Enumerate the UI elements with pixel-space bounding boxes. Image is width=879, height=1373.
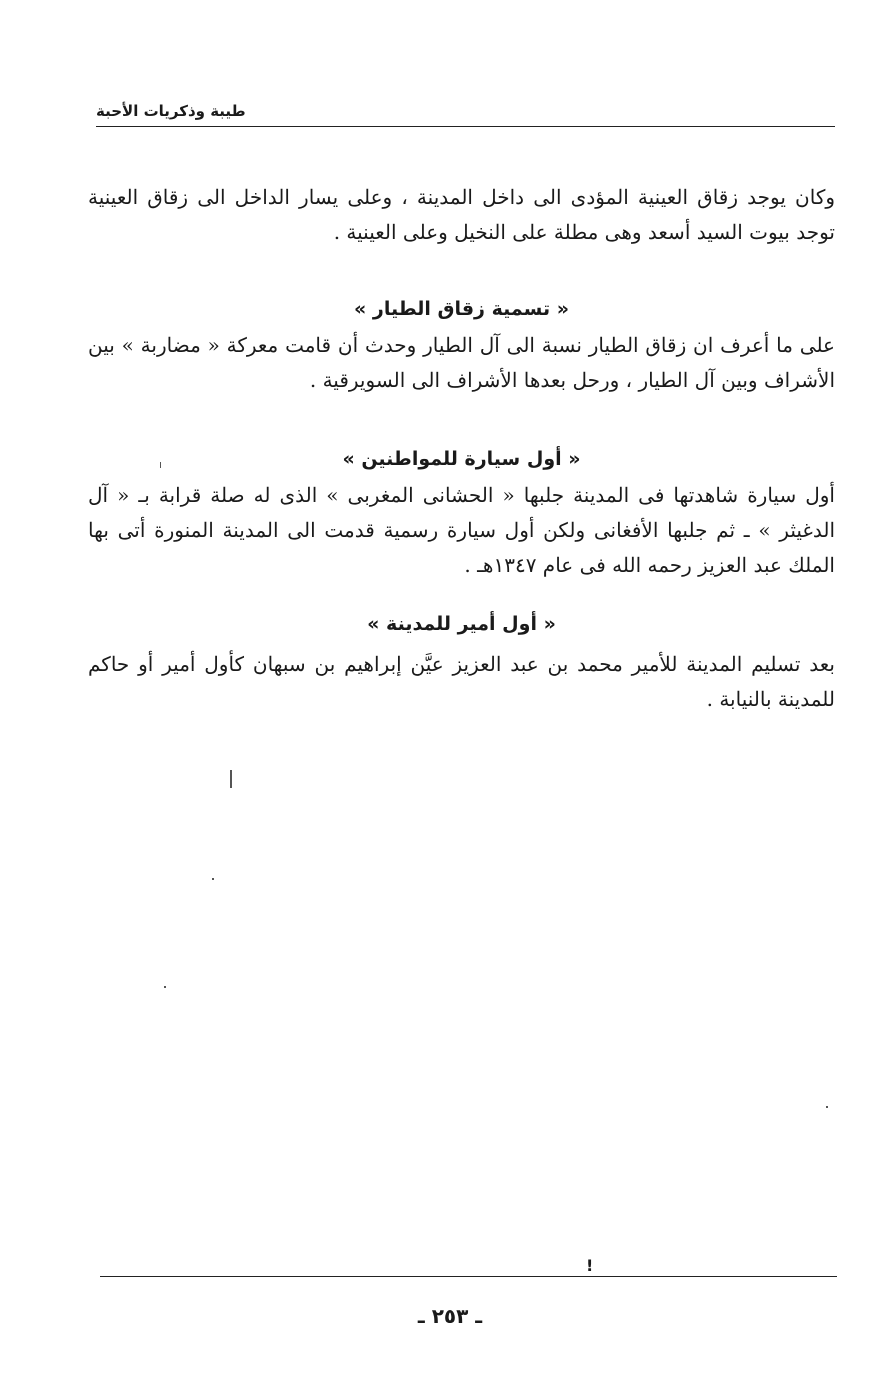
footer-tick-mark: ! bbox=[586, 1256, 594, 1275]
scan-speck bbox=[164, 986, 166, 988]
scan-speck bbox=[160, 462, 161, 468]
scan-speck bbox=[826, 1106, 828, 1108]
heading-first-emir: « أول أمير للمدينة » bbox=[367, 613, 556, 635]
heading-first-car: « أول سيارة للمواطنين » bbox=[342, 448, 581, 470]
running-title: طيبة وذكريات الأحبة bbox=[96, 102, 246, 120]
paragraph-first-car: أول سيارة شاهدتها فى المدينة جلبها « الحشانى المغربى » الذى له صلة قرابة بـ « آل الدغيثر » ـ ثم جلبها الأفغانى ولكن أول سيارة رسمية قدمت الى المدينة المنورة أتى بها الملك عبد العزيز رحمه الله فى عام ١٣٤٧هـ . bbox=[88, 483, 835, 577]
page-body bbox=[88, 180, 835, 717]
scan-speck bbox=[230, 770, 232, 788]
heading-tayyar-alley: « تسمية زقاق الطيار » bbox=[354, 298, 569, 320]
scan-speck bbox=[212, 878, 214, 880]
footer-rule bbox=[100, 1276, 837, 1277]
paragraph-aainiya-alley: وكان يوجد زقاق العينية المؤدى الى داخل المدينة ، وعلى يسار الداخل الى زقاق العينية توجد بيوت السيد أسعد وهى مطلة على النخيل وعلى العينية . bbox=[88, 185, 835, 244]
paragraph-tayyar-alley: على ما أعرف ان زقاق الطيار نسبة الى آل الطيار وحدث أن قامت معركة « مضاربة » بين الأشراف وبين آل الطيار ، ورحل بعدها الأشراف الى السويرقية . bbox=[88, 333, 835, 392]
running-header bbox=[96, 96, 835, 127]
paragraph-first-emir: بعد تسليم المدينة للأمير محمد بن عبد العزيز عيَّن إبراهيم بن سبهان كأول أمير أو حاكم للمدينة بالنيابة . bbox=[88, 652, 835, 711]
page-number: ـ ٢٥٣ ـ bbox=[417, 1304, 483, 1328]
